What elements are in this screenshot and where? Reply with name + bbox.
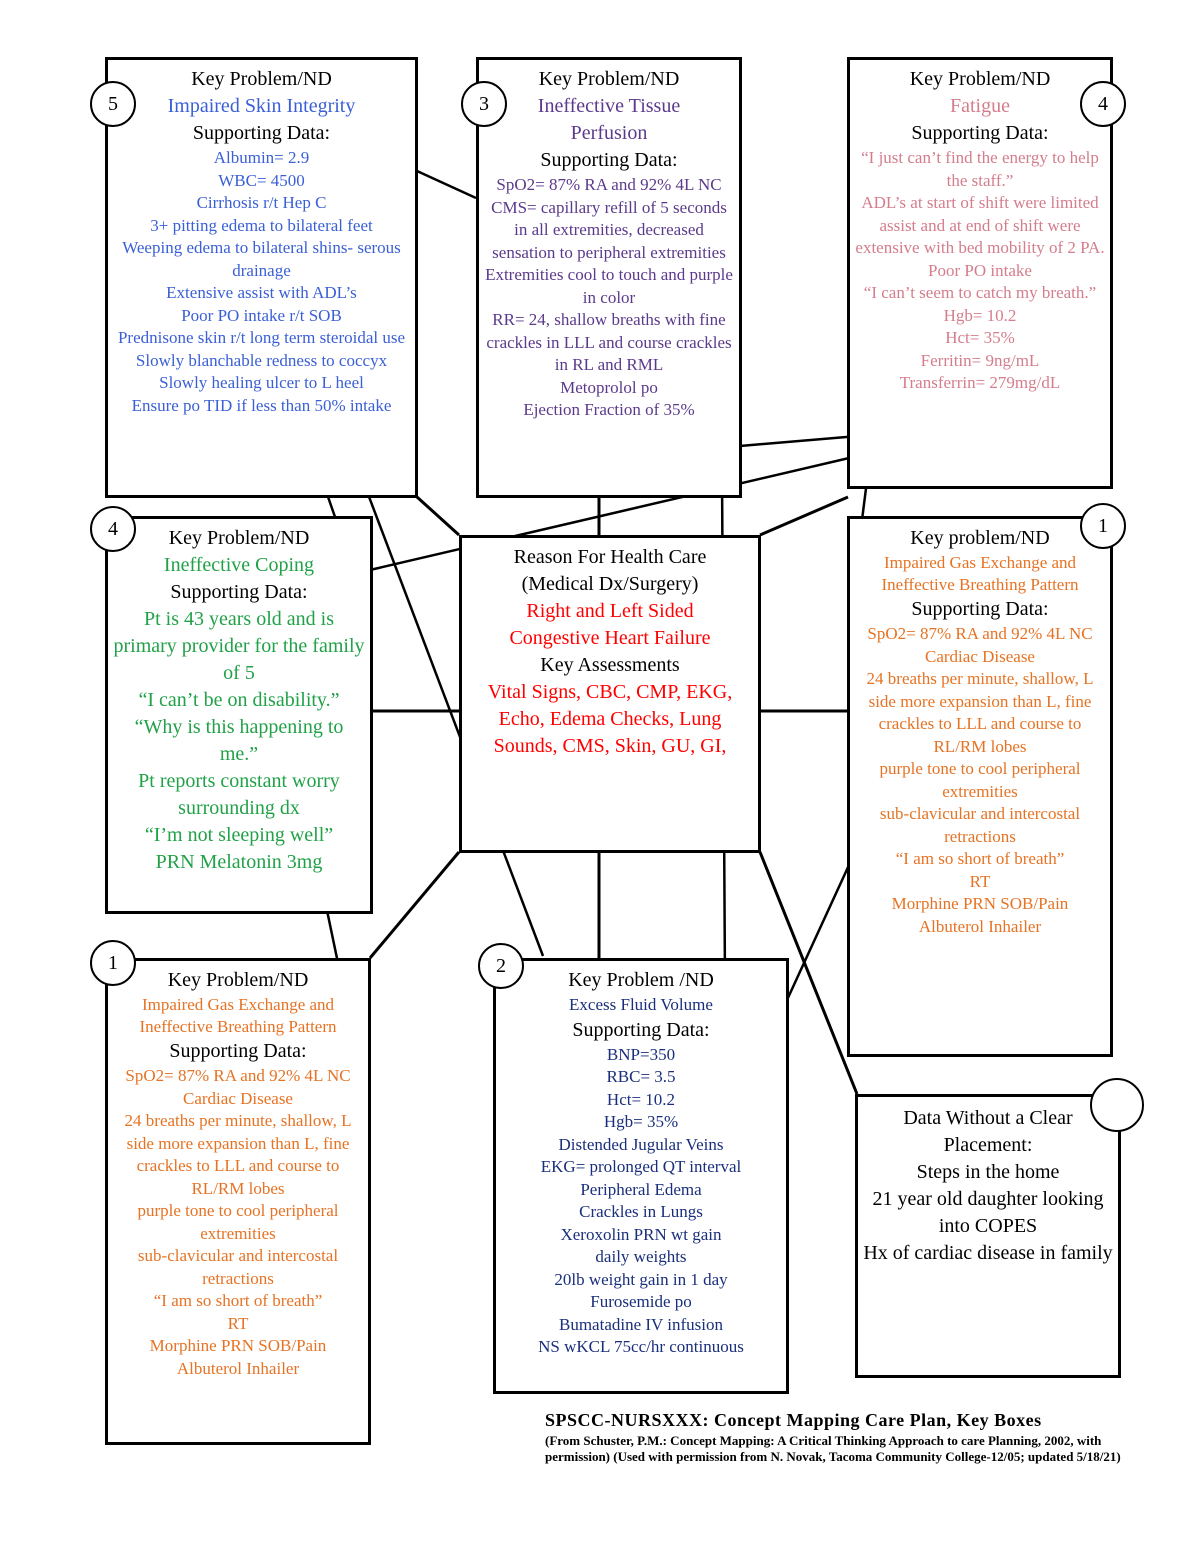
priority-badge: 2 <box>478 943 524 989</box>
box-fatigue <box>847 57 1113 489</box>
data-item: “I can’t be on disability.” <box>138 689 340 711</box>
data-item: WBC= 4500 <box>218 170 305 190</box>
octagon-edge <box>760 497 848 535</box>
data-item: Cirrhosis r/t Hep C <box>196 193 327 212</box>
supporting-data-label: Supporting Data: <box>169 1040 307 1062</box>
medical-diagnosis: Right and Left Sided Congestive Heart Failure <box>509 600 711 649</box>
data-item: Bumatadine IV infusion <box>559 1314 723 1334</box>
data-item: “Why is this happening to me.” <box>134 716 344 765</box>
data-item: BNP=350 <box>606 1044 676 1064</box>
data-item: Hct= 35% <box>945 328 1015 347</box>
nursing-diagnosis: Impaired Gas Exchange and Ineffective Breathing Pattern <box>139 995 337 1036</box>
arrow-fluid-to-gas <box>787 852 855 1000</box>
box-title: Data Without a Clear Placement: <box>903 1107 1073 1156</box>
data-item: Weeping edema to bilateral shins- serous drainage <box>122 238 401 280</box>
data-item: RBC= 3.5 <box>606 1067 676 1086</box>
data-item: “I am so short of breath” <box>153 1291 323 1310</box>
octagon-edge <box>370 852 459 958</box>
data-item: Hgb= 10.2 <box>943 305 1017 325</box>
center-title: Reason For Health Care <box>513 546 707 568</box>
data-item: 24 breaths per minute, shallow, L side more expansion than L, fine crackles to LLL and course to RL/RM lobes <box>866 669 1094 756</box>
data-item: Albuterol Inhailer <box>176 1358 300 1378</box>
box-reason-for-health-care <box>459 535 761 853</box>
data-item: Cardiac Disease <box>925 646 1035 666</box>
data-item: Ensure po TID if less than 50% intake <box>131 395 392 415</box>
data-item: Albuterol Inhailer <box>918 916 1042 936</box>
data-item: “I am so short of breath” <box>895 849 1065 868</box>
supporting-data-label: Supporting Data: <box>192 122 331 144</box>
data-item: 3+ pitting edema to bilateral feet <box>150 215 373 235</box>
data-item: Xeroxolin PRN wt gain <box>560 1224 722 1244</box>
footer-source: (From Schuster, P.M.: Concept Mapping: A Critical Thinking Approach to care Planning, 2002, with permission) (Used with permission from N. Novak, Tacoma Community College-12/05; updated 5/18/21) <box>545 1433 1121 1464</box>
box-header: Key problem/ND <box>910 527 1050 549</box>
priority-badge: 3 <box>461 81 507 127</box>
box-impaired-skin-integrity <box>105 57 418 498</box>
data-item: purple tone to cool peripheral extremities <box>137 1201 339 1243</box>
box-header: Key Problem/ND <box>191 68 332 90</box>
priority-badge-empty <box>1090 1078 1144 1132</box>
data-item: Steps in the home <box>916 1161 1060 1183</box>
data-item: NS wKCL 75cc/hr continuous <box>538 1337 744 1356</box>
data-item: Crackles in Lungs <box>579 1202 703 1221</box>
data-item: RR= 24, shallow breaths with fine crackles in LLL and course crackles in RL and RML <box>486 310 732 374</box>
priority-badge: 1 <box>90 940 136 986</box>
data-item: Transferrin= 279mg/dL <box>899 373 1061 392</box>
data-item: RT <box>227 1313 249 1333</box>
data-item: Cardiac Disease <box>183 1088 293 1108</box>
supporting-data-label: Supporting Data: <box>540 149 678 171</box>
supporting-data-label: Supporting Data: <box>572 1018 710 1041</box>
box-header: Key Problem /ND <box>568 969 714 991</box>
data-item: 20lb weight gain in 1 day <box>554 1269 728 1289</box>
data-item: SpO2= 87% RA and 92% 4L NC <box>496 175 722 194</box>
box-data-without-placement <box>855 1094 1121 1378</box>
data-item: EKG= prolonged QT interval <box>540 1157 742 1176</box>
data-item: Morphine PRN SOB/Pain <box>891 894 1069 913</box>
data-item: Pt is 43 years old and is primary provider for the family of 5 <box>113 608 365 684</box>
data-item: Peripheral Edema <box>580 1179 702 1199</box>
data-item: sub-clavicular and intercostal retractions <box>879 804 1081 846</box>
box-header: Key Problem/ND <box>167 969 309 991</box>
data-item: Albumin= 2.9 <box>213 148 310 167</box>
data-item: SpO2= 87% RA and 92% 4L NC <box>867 624 1093 643</box>
data-item: Morphine PRN SOB/Pain <box>149 1336 327 1355</box>
data-item: daily weights <box>595 1247 687 1266</box>
data-item: Ejection Fraction of 35% <box>523 400 695 419</box>
data-item: Slowly healing ulcer to L heel <box>159 373 364 392</box>
data-item: Furosemide po <box>590 1292 692 1311</box>
priority-badge: 5 <box>90 81 136 127</box>
data-item: “I just can’t find the energy to help the staff.” <box>861 148 1099 190</box>
box-excess-fluid-volume <box>493 958 789 1394</box>
supporting-data-label: Supporting Data: <box>170 581 308 603</box>
priority-badge: 4 <box>90 506 136 552</box>
nursing-diagnosis: Ineffective Tissue Perfusion <box>537 95 681 144</box>
supporting-data-label: Supporting Data: <box>911 122 1049 144</box>
data-item: SpO2= 87% RA and 92% 4L NC <box>125 1066 351 1085</box>
box-impaired-gas-exchange-left <box>105 958 371 1445</box>
data-item: Poor PO intake <box>928 260 1032 280</box>
data-item: Slowly blanchable redness to coccyx <box>135 350 388 370</box>
priority-badge: 1 <box>1080 503 1126 549</box>
data-item: “I’m not sleeping well” <box>144 824 334 846</box>
nursing-diagnosis: Impaired Skin Integrity <box>167 95 356 117</box>
center-subtitle: (Medical Dx/Surgery) <box>521 573 699 595</box>
box-ineffective-tissue-perfusion <box>476 57 742 498</box>
footer <box>545 1410 1145 1465</box>
data-item: ADL’s at start of shift were limited assist and at end of shift were extensive with bed mobility of 2 PA. <box>855 193 1105 257</box>
nursing-diagnosis: Excess Fluid Volume <box>569 995 713 1014</box>
key-assessments: Vital Signs, CBC, CMP, EKG, Echo, Edema Checks, Lung Sounds, CMS, Skin, GU, GI, <box>487 681 733 757</box>
data-item: Prednisone skin r/t long term steroidal use <box>117 328 406 347</box>
data-item: Extremities cool to touch and purple in color <box>485 265 733 307</box>
data-item: Pt reports constant worry surrounding dx <box>138 770 340 819</box>
data-item: purple tone to cool peripheral extremities <box>879 759 1081 801</box>
data-item: Hx of cardiac disease in family <box>863 1242 1113 1264</box>
box-impaired-gas-exchange-right <box>847 516 1113 1057</box>
footer-title: SPSCC-NURSXXX: Concept Mapping Care Plan, Key Boxes <box>545 1410 1042 1430</box>
data-item: Distended Jugular Veins <box>558 1134 724 1154</box>
data-item: Hgb= 35% <box>603 1112 679 1131</box>
priority-badge: 4 <box>1080 81 1126 127</box>
key-assessments-label: Key Assessments <box>540 654 680 676</box>
data-item: Hct= 10.2 <box>606 1089 676 1109</box>
data-item: RT <box>969 871 991 891</box>
box-ineffective-coping <box>105 516 373 914</box>
octagon-edge <box>417 497 459 535</box>
supporting-data-label: Supporting Data: <box>911 598 1049 620</box>
nursing-diagnosis: Impaired Gas Exchange and Ineffective Breathing Pattern <box>881 553 1079 594</box>
data-item: PRN Melatonin 3mg <box>155 851 323 873</box>
data-item: Poor PO intake r/t SOB <box>181 305 342 325</box>
nursing-diagnosis: Ineffective Coping <box>163 554 315 576</box>
box-header: Key Problem/ND <box>538 68 680 90</box>
box-header: Key Problem/ND <box>909 68 1051 90</box>
data-item: CMS= capillary refill of 5 seconds in all extremities, decreased sensation to peripheral extremities <box>491 197 727 262</box>
data-item: Extensive assist with ADL’s <box>166 283 357 302</box>
data-item: 24 breaths per minute, shallow, L side more expansion than L, fine crackles to LLL and course to RL/RM lobes <box>124 1111 352 1198</box>
data-item: 21 year old daughter looking into COPES <box>872 1188 1104 1237</box>
nursing-diagnosis: Fatigue <box>950 95 1010 117</box>
data-item: Ferritin= 9ng/mL <box>920 350 1040 370</box>
data-item: sub-clavicular and intercostal retractions <box>137 1246 339 1288</box>
box-header: Key Problem/ND <box>168 527 310 549</box>
data-item: “I can’t seem to catch my breath.” <box>863 283 1097 302</box>
data-item: Metoprolol po <box>560 377 658 397</box>
